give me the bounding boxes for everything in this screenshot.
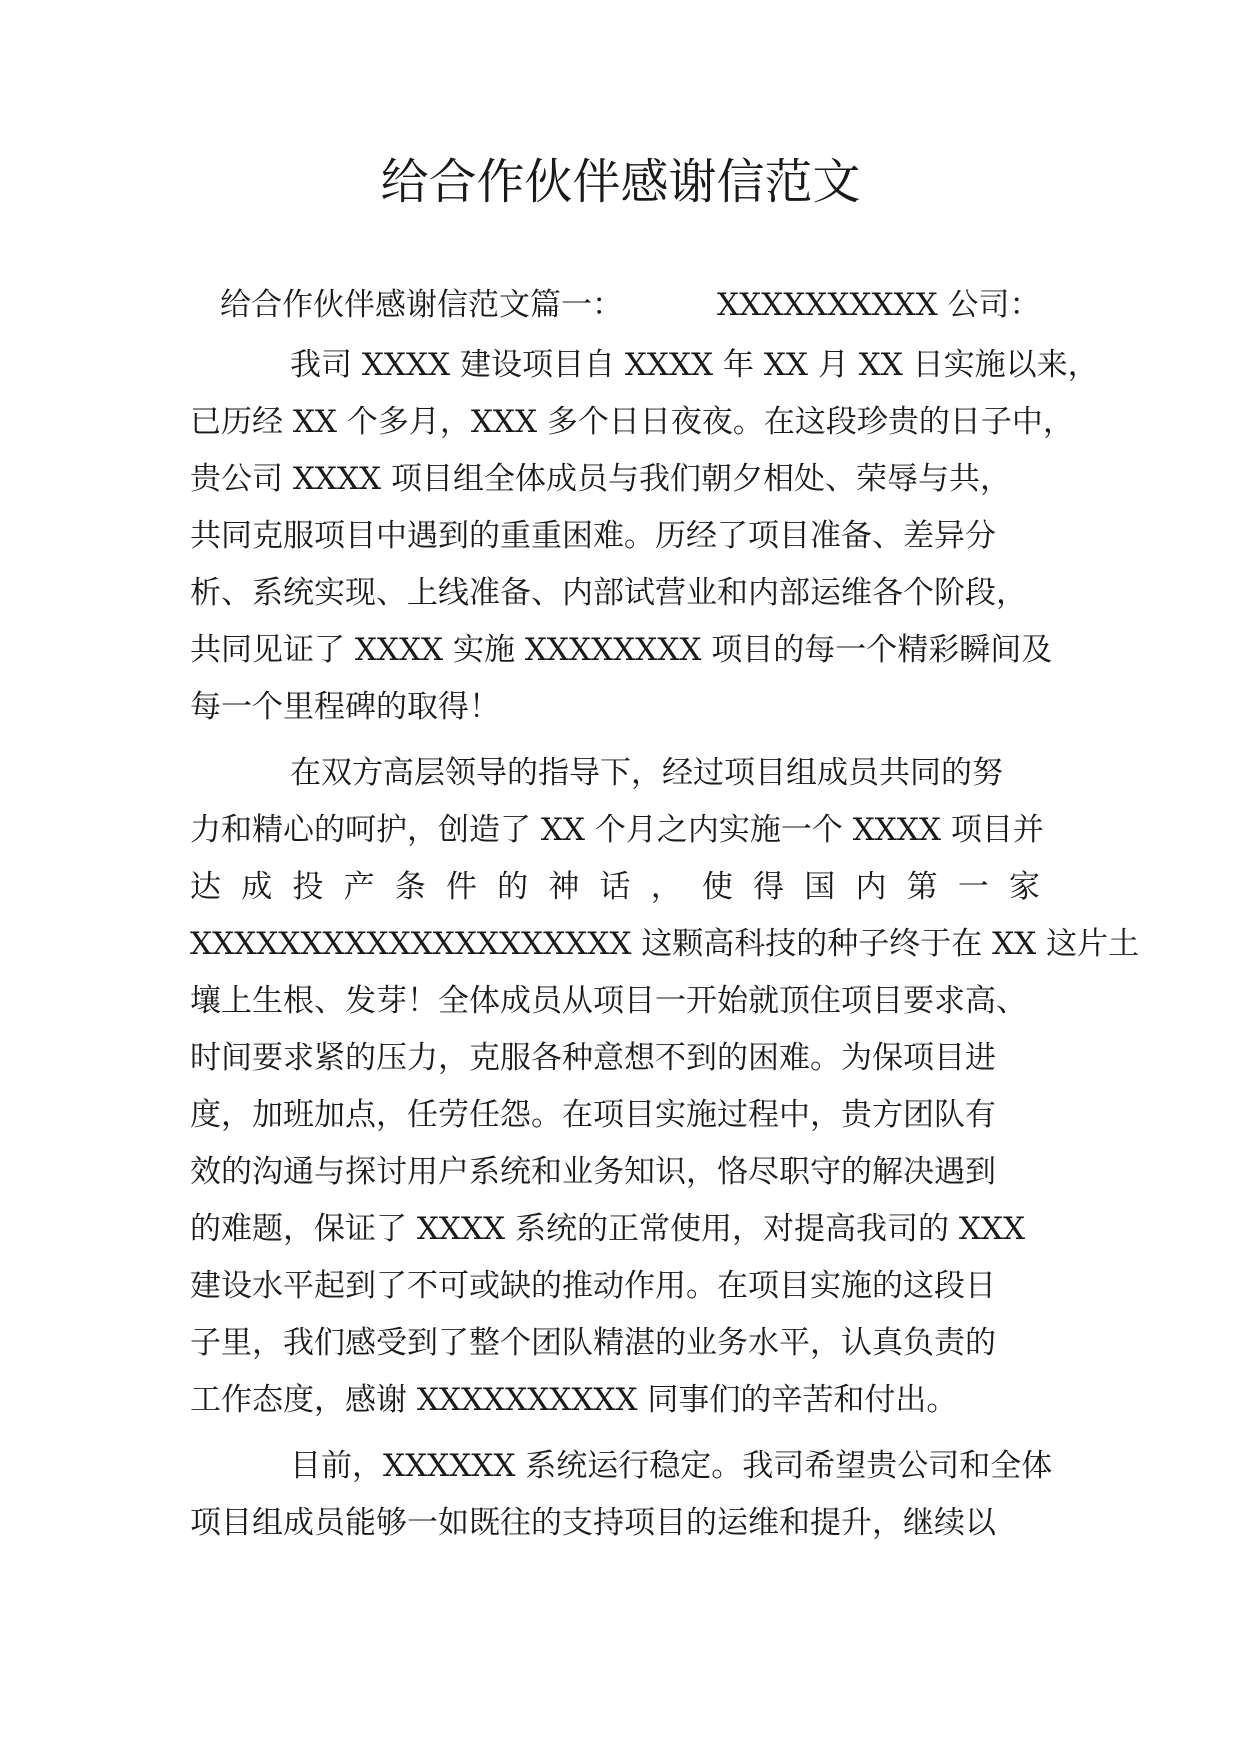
paragraph-line: 效的沟通与探讨用户系统和业务知识，恪尽职守的解决遇到 xyxy=(190,1154,996,1190)
justified-char: 一 xyxy=(957,869,989,905)
paragraph-line: 的难题，保证了 XXXX 系统的正常使用，对提高我司的 XXX xyxy=(190,1211,1026,1247)
paragraph-line: 共同克服项目中遇到的重重困难。历经了项目准备、差异分 xyxy=(190,518,996,554)
paragraph-line: 子里，我们感受到了整个团队精湛的业务水平，认真负责的 xyxy=(190,1325,996,1361)
justified-char: 内 xyxy=(855,869,887,905)
paragraph-line: 共同见证了 XXXX 实施 XXXXXXXX 项目的每一个精彩瞬间及 xyxy=(190,632,1053,668)
paragraph-line: 项目组成员能够一如既往的支持项目的运维和提升，继续以 xyxy=(190,1505,996,1541)
justified-char: ， xyxy=(650,869,682,905)
justified-char: 话 xyxy=(599,869,631,905)
paragraph-line: 在双方高层领导的指导下，经过项目组成员共同的努 xyxy=(290,755,1003,791)
paragraph-line: 建设水平起到了不可或缺的推动作用。在项目实施的这段日 xyxy=(190,1268,996,1304)
paragraph-line: XXXXXXXXXXXXXXXXXXXX 这颗高科技的种子终于在 XX 这片土 xyxy=(190,926,1140,962)
paragraph-line-justified xyxy=(190,867,1040,907)
justified-char: 件 xyxy=(445,869,477,905)
paragraph-line: 我司 XXXX 建设项目自 XXXX 年 XX 月 XX 日实施以来， xyxy=(290,347,1099,383)
paragraph-line: 贵公司 XXXX 项目组全体成员与我们朝夕相处、荣辱与共， xyxy=(190,461,1011,497)
justified-char: 条 xyxy=(394,869,426,905)
paragraph-line: 目前，XXXXXX 系统运行稳定。我司希望贵公司和全体 xyxy=(290,1448,1053,1484)
paragraph-line: 力和精心的呵护，创造了 XX 个月之内实施一个 XXXX 项目并 xyxy=(190,812,1044,848)
paragraph-line: 已历经 XX 个多月，XXX 多个日日夜夜。在这段珍贵的日子中， xyxy=(190,404,1074,440)
justified-char: 的 xyxy=(497,869,529,905)
justified-char: 使 xyxy=(701,869,733,905)
justified-char: 成 xyxy=(241,869,273,905)
justified-char: 神 xyxy=(548,869,580,905)
justified-char: 产 xyxy=(343,869,375,905)
justified-char: 第 xyxy=(906,869,938,905)
justified-char: 国 xyxy=(804,869,836,905)
paragraph-line: 析、系统实现、上线准备、内部试营业和内部运维各个阶段， xyxy=(190,575,1027,611)
letter-recipient: XXXXXXXXXX 公司： xyxy=(717,287,1041,323)
document-title: 给合作伙伴感谢信范文 xyxy=(380,154,861,210)
justified-char: 达 xyxy=(190,869,221,905)
paragraph-line: 壤上生根、发芽！全体成员从项目一开始就顶住项目要求高、 xyxy=(190,983,1027,1019)
justified-char: 投 xyxy=(292,869,324,905)
justified-char: 得 xyxy=(753,869,785,905)
justified-char: 家 xyxy=(1009,869,1040,905)
paragraph-line: 工作态度，感谢 XXXXXXXXXX 同事们的辛苦和付出。 xyxy=(190,1382,958,1418)
paragraph-line: 时间要求紧的压力，克服各种意想不到的困难。为保项目进 xyxy=(190,1040,996,1076)
paragraph-line: 度，加班加点，任劳任怨。在项目实施过程中，贵方团队有 xyxy=(190,1097,996,1133)
letter-heading: 给合作伙伴感谢信范文篇一： xyxy=(220,287,623,323)
paragraph-line: 每一个里程碑的取得！ xyxy=(190,689,500,725)
